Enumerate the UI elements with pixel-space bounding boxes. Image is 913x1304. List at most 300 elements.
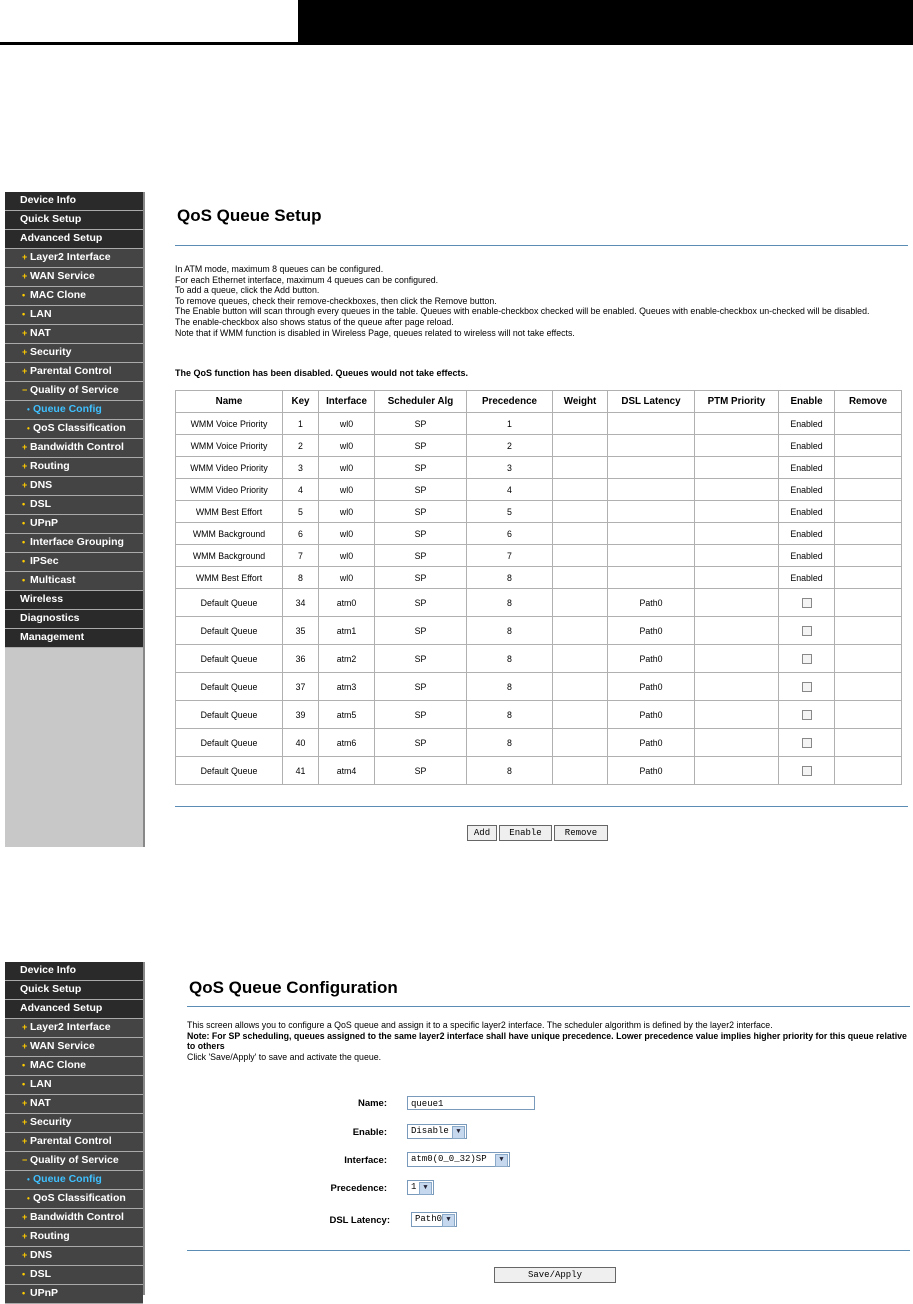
chevron-down-icon: ▼ (495, 1154, 508, 1167)
cell-remove (835, 501, 902, 523)
cell-weight (553, 545, 608, 567)
sidebar-item-label: QoS Classification (33, 422, 126, 434)
table-row (176, 757, 902, 785)
sidebar-item-advanced-setup[interactable] (5, 1000, 143, 1019)
enable-checkbox[interactable] (802, 654, 812, 664)
bullet-icon: • (22, 1060, 26, 1070)
enable-checkbox[interactable] (802, 766, 812, 776)
config-content (167, 962, 910, 1295)
bullet-icon: • (22, 290, 26, 300)
bullet-icon: • (22, 575, 26, 585)
cell-enable: Enabled (779, 501, 835, 523)
cell-iface: wl0 (319, 413, 375, 435)
table-row (176, 479, 902, 501)
cell-lat (608, 457, 695, 479)
document-header (0, 0, 913, 46)
cell-iface: wl0 (319, 545, 375, 567)
cell-remove (835, 701, 902, 729)
cell-ptm (695, 701, 779, 729)
cell-alg: SP (375, 413, 467, 435)
sidebar-item-security[interactable] (5, 344, 143, 363)
sidebar-item-label: Diagnostics (20, 612, 80, 624)
enable-select[interactable] (407, 1124, 467, 1139)
cell-key: 34 (283, 589, 319, 617)
bullet-icon: + (22, 1098, 28, 1108)
sidebar-item-advanced-setup[interactable] (5, 230, 143, 249)
enable-checkbox[interactable] (802, 626, 812, 636)
precedence-select-value: 1 (411, 1182, 417, 1192)
bullet-icon: + (22, 1022, 28, 1032)
cell-enable (779, 673, 835, 701)
cell-name: WMM Best Effort (176, 501, 283, 523)
intro-line: The Enable button will scan through every queues in the table. Queues with enable-checkbox checked will be enabled. Queues with enable-checkbox un-checked will be disabled. (175, 306, 870, 317)
sidebar-item-label: Parental Control (30, 1135, 112, 1147)
cell-prec: 8 (467, 757, 553, 785)
cell-alg: SP (375, 589, 467, 617)
cell-alg: SP (375, 673, 467, 701)
sidebar-item-wireless[interactable] (5, 591, 143, 610)
bullet-icon: • (22, 1079, 26, 1089)
cell-lat: Path0 (608, 757, 695, 785)
cell-name: WMM Video Priority (176, 457, 283, 479)
cell-alg: SP (375, 435, 467, 457)
sidebar-item-ipsec[interactable] (5, 553, 143, 572)
intro-line: Note that if WMM function is disabled in Wireless Page, queues related to wireless will not take effects. (175, 327, 575, 338)
sidebar-item-label: Wireless (20, 593, 64, 605)
cell-weight (553, 589, 608, 617)
cell-key: 2 (283, 435, 319, 457)
interface-select[interactable] (407, 1152, 510, 1167)
sidebar-item-mac-clone[interactable] (5, 1057, 143, 1076)
cell-remove (835, 567, 902, 589)
page-title: QoS Queue Configuration (189, 978, 398, 997)
cell-prec: 6 (467, 523, 553, 545)
cell-iface: atm1 (319, 617, 375, 645)
sidebar-item-label: NAT (30, 1097, 51, 1109)
sidebar-item-layer2-interface[interactable] (5, 249, 143, 268)
bullet-icon: • (27, 405, 30, 414)
sidebar-item-qos-classification[interactable] (5, 1190, 143, 1209)
intro-line: For each Ethernet interface, maximum 4 queues can be configured. (175, 274, 439, 285)
sidebar-item-label: IPSec (30, 555, 59, 567)
intro-line: To remove queues, check their remove-checkboxes, then click the Remove button. (175, 295, 497, 306)
sidebar-item-label: Bandwidth Control (30, 441, 124, 453)
cell-key: 4 (283, 479, 319, 501)
sidebar-item-parental-control[interactable] (5, 363, 143, 382)
sidebar-item-mac-clone[interactable] (5, 287, 143, 306)
col-scheduler: Scheduler Alg (375, 391, 467, 413)
sidebar-item-upnp[interactable] (5, 515, 143, 534)
cell-weight (553, 501, 608, 523)
sidebar-item-label: Routing (30, 460, 70, 472)
sidebar-menu (5, 192, 145, 847)
cell-ptm (695, 501, 779, 523)
cell-ptm (695, 479, 779, 501)
sidebar-item-management[interactable] (5, 629, 143, 648)
cell-enable (779, 617, 835, 645)
bullet-icon: • (27, 1175, 30, 1184)
latency-label: DSL Latency: (329, 1215, 390, 1226)
cell-iface: atm5 (319, 701, 375, 729)
cell-remove (835, 673, 902, 701)
bullet-icon: + (22, 252, 28, 262)
sidebar-item-qos-classification[interactable] (5, 420, 143, 439)
cell-lat (608, 435, 695, 457)
enable-checkbox[interactable] (802, 598, 812, 608)
sidebar-item-label: WAN Service (30, 1040, 95, 1052)
cell-iface: wl0 (319, 479, 375, 501)
cell-lat (608, 413, 695, 435)
add-button[interactable]: Add (467, 825, 497, 841)
cell-remove (835, 645, 902, 673)
sidebar-item-wan-service[interactable] (5, 1038, 143, 1057)
cell-lat: Path0 (608, 617, 695, 645)
cell-prec: 8 (467, 729, 553, 757)
sidebar-item-label: Layer2 Interface (30, 251, 111, 263)
enable-checkbox[interactable] (802, 710, 812, 720)
cell-prec: 8 (467, 673, 553, 701)
col-weight: Weight (553, 391, 608, 413)
cell-lat (608, 501, 695, 523)
cell-name: Default Queue (176, 645, 283, 673)
cell-prec: 8 (467, 645, 553, 673)
save-apply-button[interactable]: Save/Apply (494, 1267, 616, 1283)
col-name: Name (176, 391, 283, 413)
intro-line: To add a queue, click the Add button. (175, 285, 320, 296)
cell-enable (779, 645, 835, 673)
bullet-icon: + (22, 1136, 28, 1146)
table-row (176, 645, 902, 673)
sidebar-item-device-info[interactable] (5, 962, 143, 981)
cell-name: Default Queue (176, 673, 283, 701)
col-ptm-priority: PTM Priority (695, 391, 779, 413)
intro-line: In ATM mode, maximum 8 queues can be configured. (175, 264, 384, 274)
table-row (176, 457, 902, 479)
cell-key: 35 (283, 617, 319, 645)
table-row (176, 413, 902, 435)
cell-enable (779, 589, 835, 617)
table-row (176, 701, 902, 729)
cell-ptm (695, 757, 779, 785)
cell-ptm (695, 673, 779, 701)
sidebar-item-label: QoS Classification (33, 1192, 126, 1204)
cell-prec: 8 (467, 617, 553, 645)
cell-key: 41 (283, 757, 319, 785)
bullet-icon: + (22, 271, 28, 281)
sp-note: Note: For SP scheduling, queues assigned to the same layer2 interface shall have unique precedence. Lower precedence value implies higher priority for this queue relative to others (187, 1030, 907, 1052)
table-row (176, 523, 902, 545)
name-label: Name: (357, 1098, 387, 1109)
enable-checkbox[interactable] (802, 738, 812, 748)
cell-weight (553, 757, 608, 785)
sidebar-item-dsl[interactable] (5, 496, 143, 515)
sidebar-item-label: Management (20, 631, 85, 643)
cell-ptm (695, 457, 779, 479)
title-divider (187, 1006, 910, 1007)
sidebar-item-quality-of-service[interactable] (5, 382, 143, 401)
cell-name: WMM Background (176, 523, 283, 545)
cell-alg: SP (375, 457, 467, 479)
cell-lat (608, 523, 695, 545)
interface-select-value: atm0(0_0_32)SP (411, 1154, 487, 1164)
sidebar-item-dns[interactable] (5, 477, 143, 496)
precedence-label: Precedence: (330, 1183, 387, 1194)
sidebar-item-label: DNS (30, 479, 53, 491)
cell-name: WMM Background (176, 545, 283, 567)
bullet-icon: • (27, 424, 30, 433)
cell-weight (553, 435, 608, 457)
sidebar-item-queue-config[interactable] (5, 1171, 143, 1190)
cell-alg: SP (375, 545, 467, 567)
cell-enable (779, 701, 835, 729)
cell-weight (553, 413, 608, 435)
cell-lat (608, 567, 695, 589)
sidebar-item-dns[interactable] (5, 1247, 143, 1266)
cell-iface: atm0 (319, 589, 375, 617)
sidebar-item-routing[interactable] (5, 458, 143, 477)
cell-key: 37 (283, 673, 319, 701)
bullet-icon: − (22, 1155, 28, 1165)
cell-alg: SP (375, 479, 467, 501)
cell-iface: atm2 (319, 645, 375, 673)
cell-prec: 8 (467, 567, 553, 589)
cell-alg: SP (375, 567, 467, 589)
sidebar-item-label: Interface Grouping (30, 536, 124, 548)
sidebar-item-diagnostics[interactable] (5, 610, 143, 629)
cell-iface: wl0 (319, 457, 375, 479)
cell-name: Default Queue (176, 729, 283, 757)
bullet-icon: • (22, 1269, 26, 1279)
precedence-select[interactable] (407, 1180, 434, 1195)
cell-prec: 8 (467, 701, 553, 729)
col-dsl-latency: DSL Latency (608, 391, 695, 413)
cell-key: 5 (283, 501, 319, 523)
cell-key: 36 (283, 645, 319, 673)
bullet-icon: • (22, 309, 26, 319)
sidebar-item-quick-setup[interactable] (5, 211, 143, 230)
cell-name: WMM Voice Priority (176, 435, 283, 457)
enable-select-value: Disable (411, 1126, 449, 1136)
cell-prec: 4 (467, 479, 553, 501)
bullet-icon: • (22, 1288, 26, 1298)
cell-prec: 5 (467, 501, 553, 523)
cell-name: Default Queue (176, 617, 283, 645)
cell-alg: SP (375, 501, 467, 523)
cell-lat: Path0 (608, 589, 695, 617)
cell-iface: wl0 (319, 567, 375, 589)
cell-prec: 8 (467, 589, 553, 617)
cell-name: WMM Video Priority (176, 479, 283, 501)
header-rule (0, 42, 913, 45)
table-header-row (176, 391, 902, 413)
cell-key: 7 (283, 545, 319, 567)
precedence-row (167, 1180, 547, 1198)
chevron-down-icon: ▼ (442, 1214, 455, 1227)
sidebar-item-lan[interactable] (5, 1076, 143, 1095)
bullet-icon: + (22, 347, 28, 357)
queue-table (175, 390, 902, 785)
sidebar-item-quick-setup[interactable] (5, 981, 143, 1000)
enable-row (167, 1124, 547, 1142)
sidebar-item-device-info[interactable] (5, 192, 143, 211)
sidebar-item-label: Advanced Setup (20, 1002, 103, 1014)
cell-weight (553, 523, 608, 545)
cell-remove (835, 729, 902, 757)
sidebar-item-label: Layer2 Interface (30, 1021, 111, 1033)
sidebar-item-label: Bandwidth Control (30, 1211, 124, 1223)
cell-key: 8 (283, 567, 319, 589)
sidebar-item-multicast[interactable] (5, 572, 143, 591)
cell-alg: SP (375, 523, 467, 545)
sidebar-item-label: Advanced Setup (20, 232, 103, 244)
sidebar-item-nat[interactable] (5, 1095, 143, 1114)
cell-iface: atm3 (319, 673, 375, 701)
setup-content (155, 192, 908, 847)
cell-lat (608, 545, 695, 567)
col-precedence: Precedence (467, 391, 553, 413)
cell-ptm (695, 545, 779, 567)
enable-label: Enable: (352, 1127, 387, 1138)
cell-name: Default Queue (176, 757, 283, 785)
sidebar-item-label: Quick Setup (20, 213, 82, 225)
table-row (176, 729, 902, 757)
cell-enable (779, 729, 835, 757)
bullet-icon: + (22, 1250, 28, 1260)
cell-alg: SP (375, 645, 467, 673)
cell-key: 6 (283, 523, 319, 545)
dsl-latency-select-value: Path0 (415, 1214, 443, 1224)
cell-enable: Enabled (779, 567, 835, 589)
qos-queue-setup-screenshot (5, 192, 908, 847)
sidebar-item-security[interactable] (5, 1114, 143, 1133)
cell-ptm (695, 645, 779, 673)
chevron-down-icon: ▼ (419, 1182, 432, 1195)
table-row (176, 673, 902, 701)
latency-row (167, 1212, 547, 1230)
table-row (176, 589, 902, 617)
cell-remove (835, 757, 902, 785)
cell-remove (835, 435, 902, 457)
sidebar-item-bandwidth-control[interactable] (5, 1209, 143, 1228)
sidebar-item-quality-of-service[interactable] (5, 1152, 143, 1171)
sidebar-item-lan[interactable] (5, 306, 143, 325)
cell-alg: SP (375, 617, 467, 645)
sidebar-item-label: LAN (30, 1078, 52, 1090)
cell-alg: SP (375, 757, 467, 785)
bullet-icon: + (22, 461, 28, 471)
cell-enable: Enabled (779, 435, 835, 457)
remove-button[interactable]: Remove (554, 825, 608, 841)
cell-remove (835, 589, 902, 617)
table-row (176, 567, 902, 589)
cell-ptm (695, 729, 779, 757)
sidebar-item-layer2-interface[interactable] (5, 1019, 143, 1038)
enable-checkbox[interactable] (802, 682, 812, 692)
queue-name-input[interactable]: queue1 (407, 1096, 535, 1110)
intro-line: This screen allows you to configure a QoS queue and assign it to a specific layer2 interface. The scheduler algorithm is defined by the layer2 interface. (187, 1020, 773, 1030)
cell-prec: 2 (467, 435, 553, 457)
cell-weight (553, 617, 608, 645)
cell-ptm (695, 617, 779, 645)
cell-lat: Path0 (608, 673, 695, 701)
sidebar-item-label: Security (30, 1116, 72, 1128)
cell-lat: Path0 (608, 729, 695, 757)
intro-text (175, 264, 898, 338)
cell-ptm (695, 567, 779, 589)
bullet-icon: + (22, 1041, 28, 1051)
cell-weight (553, 457, 608, 479)
cell-lat: Path0 (608, 701, 695, 729)
sidebar-item-label: Queue Config (33, 1173, 102, 1185)
sidebar-item-label: UPnP (30, 1287, 59, 1299)
cell-prec: 7 (467, 545, 553, 567)
sidebar-item-label: Quality of Service (30, 384, 119, 396)
bullet-icon: + (22, 480, 28, 490)
cell-name: Default Queue (176, 589, 283, 617)
qos-queue-configuration-screenshot (5, 962, 910, 1299)
cell-iface: atm4 (319, 757, 375, 785)
cell-weight (553, 673, 608, 701)
bullet-icon: + (22, 1212, 28, 1222)
bullet-icon: + (22, 366, 28, 376)
cell-weight (553, 567, 608, 589)
col-interface: Interface (319, 391, 375, 413)
cell-weight (553, 729, 608, 757)
sidebar-item-queue-config[interactable] (5, 401, 143, 420)
sidebar-item-nat[interactable] (5, 325, 143, 344)
col-key: Key (283, 391, 319, 413)
cell-ptm (695, 589, 779, 617)
cell-enable: Enabled (779, 413, 835, 435)
cell-weight (553, 645, 608, 673)
cell-remove (835, 617, 902, 645)
dsl-latency-select[interactable] (411, 1212, 457, 1227)
sidebar-item-routing[interactable] (5, 1228, 143, 1247)
cell-remove (835, 479, 902, 501)
sidebar-item-bandwidth-control[interactable] (5, 439, 143, 458)
bullet-icon: • (22, 518, 26, 528)
cell-remove (835, 523, 902, 545)
header-black-block (298, 0, 913, 42)
sidebar-item-interface-grouping[interactable] (5, 534, 143, 553)
table-row (176, 617, 902, 645)
sidebar-item-label: DSL (30, 1268, 51, 1280)
cell-weight (553, 479, 608, 501)
cell-prec: 1 (467, 413, 553, 435)
cell-key: 3 (283, 457, 319, 479)
sidebar-item-label: Security (30, 346, 72, 358)
sidebar-item-wan-service[interactable] (5, 268, 143, 287)
sidebar-item-label: WAN Service (30, 270, 95, 282)
cell-lat: Path0 (608, 645, 695, 673)
chevron-down-icon: ▼ (452, 1126, 465, 1139)
sidebar-item-label: Queue Config (33, 403, 102, 415)
sidebar-item-parental-control[interactable] (5, 1133, 143, 1152)
cell-name: Default Queue (176, 701, 283, 729)
config-intro (187, 1020, 910, 1062)
sidebar-menu (5, 962, 145, 1299)
bullet-icon: + (22, 442, 28, 452)
cell-iface: wl0 (319, 435, 375, 457)
sidebar-item-dsl[interactable] (5, 1266, 143, 1285)
enable-button[interactable]: Enable (499, 825, 552, 841)
table-row (176, 501, 902, 523)
cell-ptm (695, 523, 779, 545)
sidebar-item-label: MAC Clone (30, 289, 86, 301)
cell-enable: Enabled (779, 545, 835, 567)
bullet-icon: • (22, 556, 26, 566)
cell-key: 40 (283, 729, 319, 757)
